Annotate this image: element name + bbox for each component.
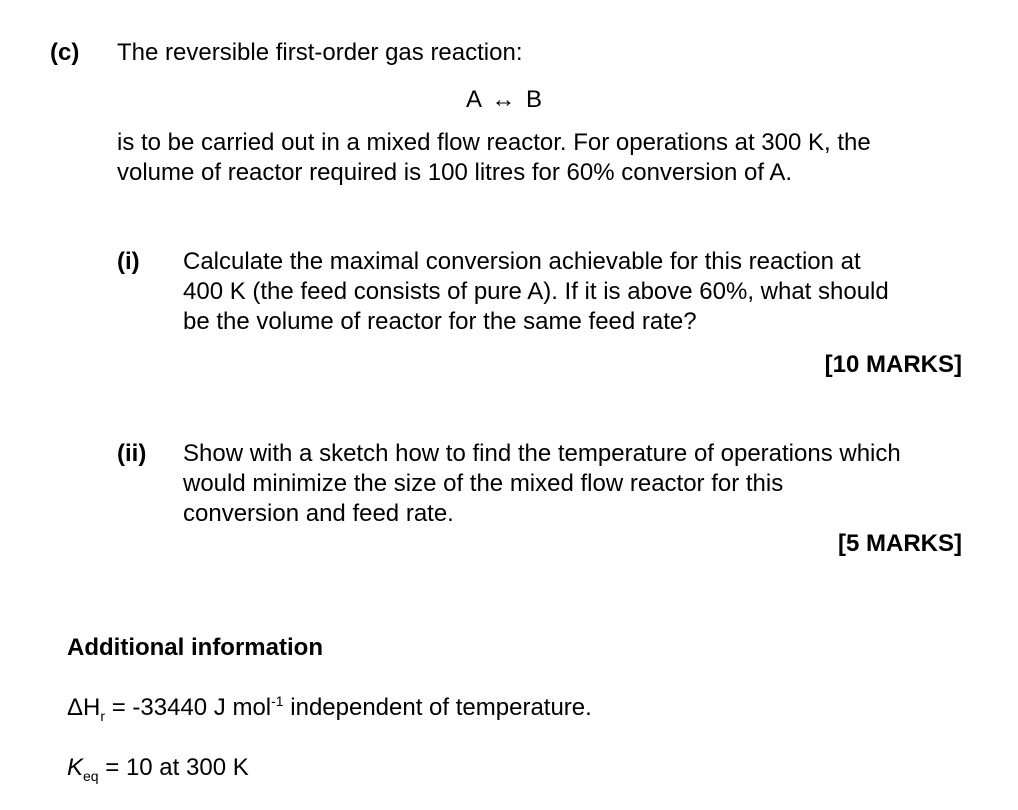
part-ii-line-2: would minimize the size of the mixed flow reactor for this (183, 470, 784, 497)
part-i-line-3: be the volume of reactor for the same feed rate? (183, 308, 697, 335)
enthalpy-symbol: ΔH (67, 694, 101, 721)
enthalpy-line (67, 693, 592, 723)
part-i-line-1: Calculate the maximal conversion achievable for this reaction at (183, 248, 861, 275)
part-ii-marks: [5 MARKS] (838, 530, 962, 557)
question-body-line-1: is to be carried out in a mixed flow reactor. For operations at 300 K, the (117, 129, 871, 156)
question-label: (c) (50, 39, 80, 66)
enthalpy-superscript: -1 (271, 693, 284, 709)
question-intro: The reversible first-order gas reaction: (117, 39, 523, 66)
additional-info-heading: Additional information (67, 634, 323, 661)
enthalpy-subscript: r (100, 707, 106, 724)
part-ii-line-3: conversion and feed rate. (183, 500, 454, 527)
reactant: A (466, 86, 481, 113)
reaction-equation (466, 85, 542, 115)
part-ii-label: (ii) (117, 440, 147, 467)
enthalpy-value: = -33440 J mol (105, 694, 272, 721)
keq-symbol: K (67, 754, 84, 781)
part-i-line-2: 400 K (the feed consists of pure A). If it is above 60%, what should (183, 278, 889, 305)
question-body-line-2: volume of reactor required is 100 litres for 60% conversion of A. (117, 159, 792, 186)
part-i-marks: [10 MARKS] (824, 351, 962, 378)
part-i-label: (i) (117, 248, 140, 275)
keq-value: = 10 at 300 K (98, 754, 249, 781)
part-ii-line-1: Show with a sketch how to find the temperature of operations which (183, 440, 901, 467)
keq-line (67, 753, 249, 783)
enthalpy-suffix: independent of temperature. (283, 694, 592, 721)
keq-subscript: eq (83, 767, 99, 784)
reversible-arrow-icon: ↔ (491, 86, 516, 113)
product: B (526, 86, 543, 113)
